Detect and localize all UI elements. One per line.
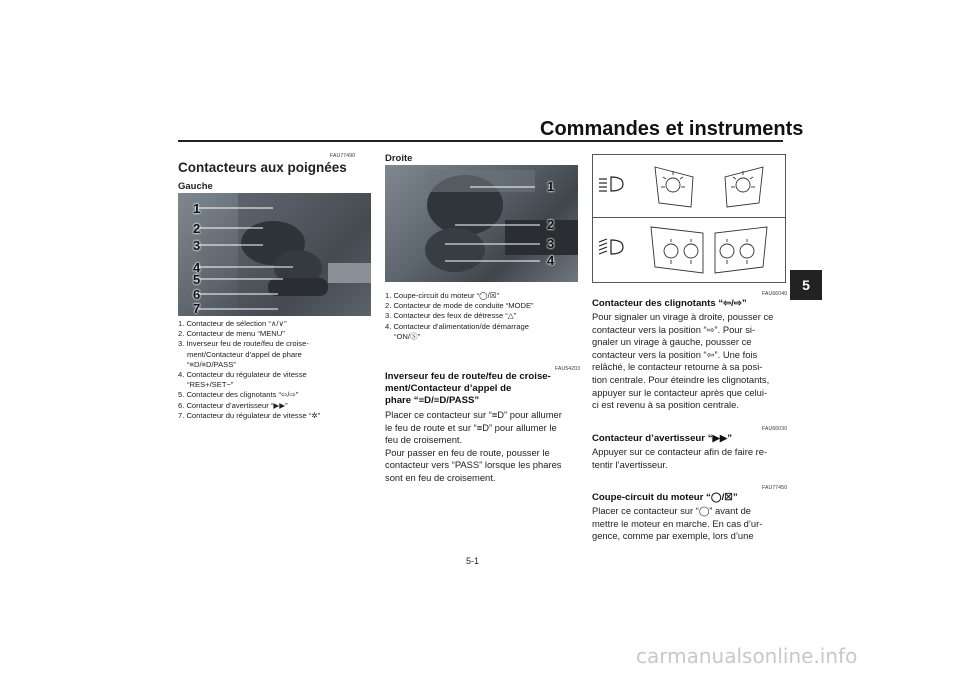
body-line: Pour signaler un virage à droite, pousser ce (592, 311, 774, 322)
headlight-switch-text (385, 409, 585, 485)
callout-2: 2 (193, 221, 201, 236)
legend-item: ment/Contacteur d’appel de phare (187, 349, 302, 359)
turn-signal-heading: Contacteur des clignotants “⇦/⇨” (592, 298, 747, 309)
legend-item: 2. Contacteur de mode de conduite “MODE” (385, 301, 534, 311)
body-line: feu de croisement. (385, 434, 463, 446)
body-line: mettre le moteur en marche. En cas d’ur- (592, 517, 763, 529)
body-line: Placer ce contacteur sur “≡D” pour allumer (385, 409, 562, 420)
body-line: contacteur vers “PASS” lorsque les phares (385, 459, 562, 471)
header-rule (178, 140, 783, 142)
page-number: 5-1 (466, 556, 480, 566)
callout-5: 5 (193, 272, 201, 287)
legend-item: 1. Contacteur de sélection “∧/∨” (178, 319, 287, 328)
body-line: tentir l’avertisseur. (592, 458, 668, 470)
engine-stop-text (592, 505, 787, 543)
heading-line: ment/Contacteur d’appel de (385, 383, 512, 394)
legend-item: 3. Contacteur des feux de détresse “△” (385, 311, 517, 321)
diagram-drawing (593, 155, 785, 282)
legend-item: 2. Contacteur de menu “MENU” (178, 329, 285, 339)
body-line: relâché, le contacteur retourne à sa posi- (592, 361, 763, 373)
engine-stop-heading: Coupe-circuit du moteur “◯/☒” (592, 492, 738, 503)
callout-7: 7 (193, 301, 201, 316)
body-line: le feu de route et sur “≡D” pour allumer le (385, 421, 557, 433)
turn-signal-text (592, 311, 787, 412)
callout-1: 1 (547, 179, 555, 194)
page-header-title: Commandes et instruments (540, 118, 804, 140)
legend-item: 5. Contacteur des clignotants “⇦/⇨” (178, 390, 299, 400)
body-line: sont en feu de croisement. (385, 471, 496, 483)
legend-item: 3. Inverseur feu de route/feu de croise- (178, 339, 309, 349)
watermark: carmanualsonline.info (636, 644, 858, 668)
legend-item: 4. Contacteur du régulateur de vitesse (178, 370, 307, 380)
low-beam-icon (599, 239, 623, 254)
body-line: gence, comme par exemple, lors d’une (592, 530, 754, 542)
left-subtitle: Gauche (178, 181, 213, 192)
callout-4: 4 (193, 260, 201, 275)
legend-item: “≡D/≡D/PASS” (187, 359, 236, 369)
headlight-switch-heading (385, 371, 585, 407)
callout-6: 6 (193, 287, 201, 302)
legend-item: “ON/Ⓢ” (394, 331, 421, 341)
callout-3: 3 (193, 238, 201, 253)
section-code: FAU77490 (330, 153, 356, 159)
heading-line: phare “≡D/≡D/PASS” (385, 395, 480, 406)
left-photo-drawing (178, 193, 371, 316)
legend-item: “RES+/SET−” (187, 380, 234, 390)
chapter-tab: 5 (790, 270, 822, 300)
high-beam-icon (599, 177, 623, 191)
body-line: Appuyer sur ce contacteur afin de faire re- (592, 446, 768, 457)
callout-1: 1 (193, 201, 201, 216)
left-handlebar-photo (178, 193, 371, 316)
section-code: FAU66030 (762, 426, 788, 432)
horn-text (592, 446, 787, 471)
heading-line: Inverseur feu de route/feu de croise- (385, 371, 551, 382)
horn-heading: Contacteur d’avertisseur “▶▶” (592, 433, 733, 444)
section-code: FAU54203 (555, 366, 581, 372)
callout-4: 4 (547, 253, 555, 268)
right-handlebar-photo (385, 165, 578, 282)
headlight-diagram (592, 154, 786, 283)
body-line: appuyer sur le contacteur après que celui- (592, 386, 768, 398)
legend-item: 4. Contacteur d’alimentation/de démarrage (385, 321, 529, 331)
body-line: contacteur vers la position “⇨”. Pour si- (592, 323, 756, 335)
callout-3: 3 (547, 236, 555, 251)
left-legend-list (178, 319, 373, 421)
middle-legend-list (385, 291, 580, 342)
legend-item: 6. Contacteur d’avertisseur “▶▶” (178, 400, 288, 410)
body-line: Pour passer en feu de route, pousser le (385, 446, 550, 458)
section-title: Contacteurs aux poignées (178, 160, 347, 175)
section-code: FAU77450 (762, 485, 788, 491)
body-line: contacteur vers la position “⇦”. Une fois (592, 348, 758, 360)
body-line: Placer ce contacteur sur “◯” avant de (592, 505, 751, 516)
body-line: ci est revenu à sa position centrale. (592, 399, 739, 411)
body-line: tion centrale. Pour éteindre les clignotants, (592, 373, 770, 385)
section-code: FAU66040 (762, 291, 788, 297)
legend-item: 1. Coupe-circuit du moteur “◯/☒” (385, 291, 500, 300)
callout-2: 2 (547, 217, 555, 232)
middle-subtitle: Droite (385, 153, 413, 164)
body-line: gnaler un virage à gauche, pousser ce (592, 336, 752, 348)
legend-item: 7. Contacteur du régulateur de vitesse “✲” (178, 410, 321, 420)
